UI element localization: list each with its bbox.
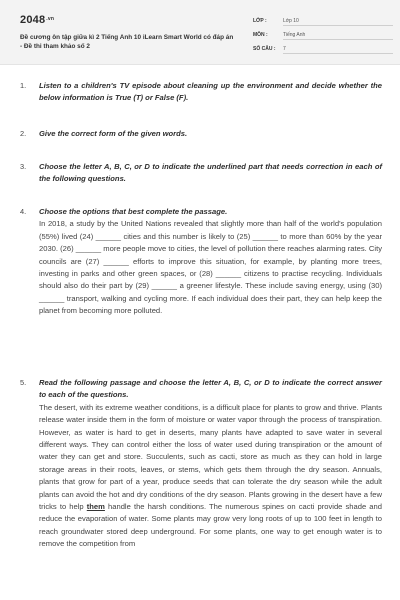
passage-text-before: The desert, with its extreme weather conditions, is a difficult place for plants to grow and thrive. Plants release water inside them in the form of moisture or water vapor through the process of transpiration. However, as water is hard to get in deserts, many plants have adapted to save water in several different ways. They can control either the loss of water used during transpiration or the amount of water they can get and store. Succulents, such as cacti, store as much as they can hold in large storage areas in their roots, leaves, or stems, which gets them through the dry season. Annuals, plants that grow for part of a year, produce seeds that can tolerate the dry season while the adult plants can avoid the hot and dry conditions of the dry season. Plants growing in the desert have a few tricks to help <box>39 402 382 512</box>
question-3 <box>20 161 382 186</box>
question-instruction: Choose the options that best complete the passage. <box>39 207 228 216</box>
question-count-value: 7 <box>283 46 393 54</box>
document-title: Đề cương ôn tập giữa kì 2 Tiếng Anh 10 iLearn Smart World có đáp án - Đề thi tham khảo số 2 <box>20 34 234 50</box>
question-number: 4. <box>20 207 27 216</box>
class-row <box>253 18 393 26</box>
logo-text: 2048 <box>20 14 46 26</box>
question-number: 3. <box>20 162 27 171</box>
question-5 <box>20 377 382 551</box>
question-number: 2. <box>20 129 27 138</box>
passage-text-after: handle the harsh conditions. The numerous spines on cacti provide shade and reduce the evaporation of water. Some plants may grow very long roots of up to 100 feet in length to reach groundwater stored deep underground. For some plants, one way to get enough water is to remove the competition from <box>39 502 382 549</box>
underlined-word: them <box>86 502 105 512</box>
question-4 <box>20 206 382 318</box>
question-1 <box>20 80 382 105</box>
subject-row <box>253 32 393 40</box>
question-number: 5. <box>20 378 27 387</box>
question-number: 1. <box>20 81 27 90</box>
site-logo[interactable] <box>20 14 54 26</box>
question-instruction: Listen to a children's TV episode about cleaning up the environment and decide whether the below information is True (T) or False (F). <box>39 81 382 103</box>
class-value: Lớp 10 <box>283 18 393 26</box>
logo-suffix: .vn <box>46 16 55 22</box>
reading-passage <box>39 402 382 551</box>
question-count-label: SỐ CÂU : <box>253 46 276 52</box>
class-label: LỚP : <box>253 18 267 24</box>
subject-value: Tiếng Anh <box>283 32 393 40</box>
question-instruction: Read the following passage and choose the letter A, B, C, or D to indicate the correct answer to each of the questions. <box>39 378 382 400</box>
question-instruction: Choose the letter A, B, C, or D to indicate the underlined part that needs correction in each of the following questions. <box>39 162 382 184</box>
subject-label: MÔN : <box>253 32 268 38</box>
question-count-row <box>253 46 393 54</box>
reading-passage: In 2018, a study by the United Nations revealed that slightly more than half of the world's population (55%) lived (24) ______ cities and this number is likely to (25) ______ to more than 60% by the year 2030. (26) ______ more people move to cities, the level of pollution there reaches alarming rates. City councils are (27) ______ efforts to improve this situation, for example, by planting more trees, investing in parks and other green spaces, or (28) ______ citizens to practise recycling. Individuals should also do their part by (29) ______ a greener lifestyle. These include saving energy, using (30) ______ transport, walking and cycling more. If each individual does their part, they can help keep the planet from becoming more polluted. <box>39 219 382 316</box>
document-header <box>0 0 400 65</box>
question-2 <box>20 128 382 140</box>
question-instruction: Give the correct form of the given words. <box>39 129 188 138</box>
